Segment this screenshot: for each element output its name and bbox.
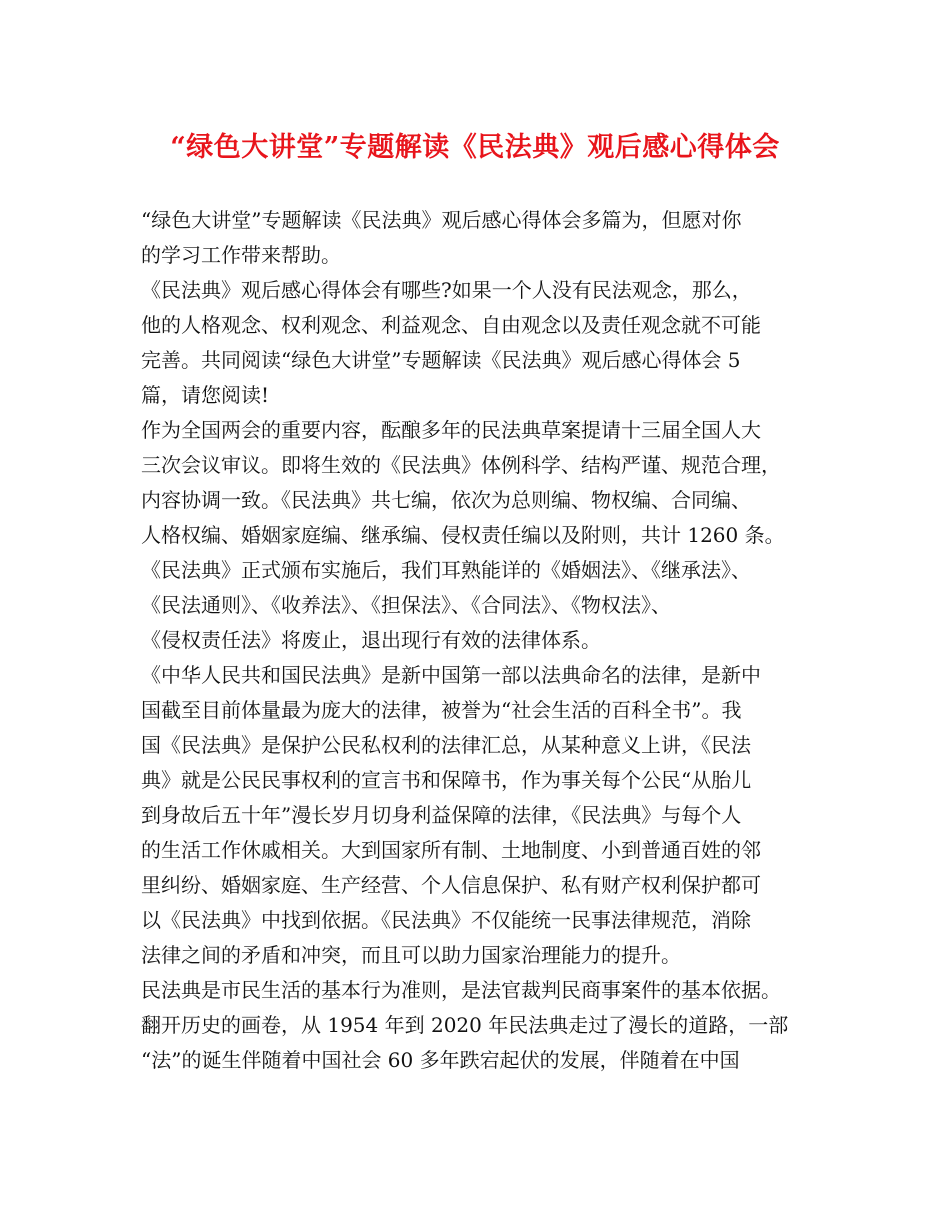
text-line: 《民法通则》、《收养法》、《担保法》、《合同法》、《物权法》、 bbox=[141, 593, 671, 617]
text-line: 《中华人民共和国民法典》是新中国第一部以法典命名的法律，是新中 bbox=[141, 663, 761, 687]
text-line: 内容协调一致。《民法典》共七编，依次为总则编、物权编、合同编、 bbox=[141, 488, 751, 512]
text-line: 国《民法典》是保护公民私权利的法律汇总，从某种意义上讲，《民法 bbox=[141, 733, 751, 757]
text-line: 民法典是市民生活的基本行为准则，是法官裁判民商事案件的基本依据。 bbox=[141, 978, 781, 1002]
text-line: 翻开历史的画卷，从 1954 年到 2020 年民法典走过了漫长的道路，一部 bbox=[141, 1013, 789, 1037]
text-line: 以《民法典》中找到依据。《民法典》不仅能统一民事法律规范，消除 bbox=[141, 908, 751, 932]
text-line: 完善。共同阅读“绿色大讲堂”专题解读《民法典》观后感心得体会 5 bbox=[141, 348, 741, 372]
text-line: 《民法典》正式颁布实施后，我们耳熟能详的《婚姻法》、《继承法》、 bbox=[141, 558, 751, 582]
text-line: 到身故后五十年”漫长岁月切身利益保障的法律，《民法典》与每个人 bbox=[141, 803, 742, 827]
text-line: 作为全国两会的重要内容，酝酿多年的民法典草案提请十三届全国人大 bbox=[141, 418, 761, 442]
text-line: 人格权编、婚姻家庭编、继承编、侵权责任编以及附则，共计 1260 条。 bbox=[141, 523, 785, 547]
document-title: “绿色大讲堂”专题解读《民法典》观后感心得体会 bbox=[170, 132, 780, 163]
document-body bbox=[141, 203, 831, 1078]
text-line: 国截至目前体量最为庞大的法律，被誉为“社会生活的百科全书”。我 bbox=[141, 698, 742, 722]
text-line: 三次会议审议。即将生效的《民法典》体例科学、结构严谨、规范合理， bbox=[141, 453, 781, 477]
text-line: 篇，请您阅读! bbox=[141, 383, 270, 407]
text-line: 《民法典》观后感心得体会有哪些?如果一个人没有民法观念，那么， bbox=[141, 278, 752, 302]
text-line: 他的人格观念、权利观念、利益观念、自由观念以及责任观念就不可能 bbox=[141, 313, 761, 337]
text-line: 里纠纷、婚姻家庭、生产经营、个人信息保护、私有财产权利保护都可 bbox=[141, 873, 761, 897]
text-line: 法律之间的矛盾和冲突，而且可以助力国家治理能力的提升。 bbox=[141, 943, 681, 967]
text-line: “绿色大讲堂”专题解读《民法典》观后感心得体会多篇为，但愿对你 bbox=[141, 208, 742, 232]
text-line: 《侵权责任法》将废止，退出现行有效的法律体系。 bbox=[141, 628, 601, 652]
text-line: 典》就是公民民事权利的宣言书和保障书，作为事关每个公民“从胎儿 bbox=[141, 768, 752, 792]
text-line: “法”的诞生伴随着中国社会 60 多年跌宕起伏的发展，伴随着在中国 bbox=[141, 1048, 740, 1072]
text-line: 的生活工作休戚相关。大到国家所有制、土地制度、小到普通百姓的邻 bbox=[141, 838, 761, 862]
text-line: 的学习工作带来帮助。 bbox=[141, 243, 341, 267]
